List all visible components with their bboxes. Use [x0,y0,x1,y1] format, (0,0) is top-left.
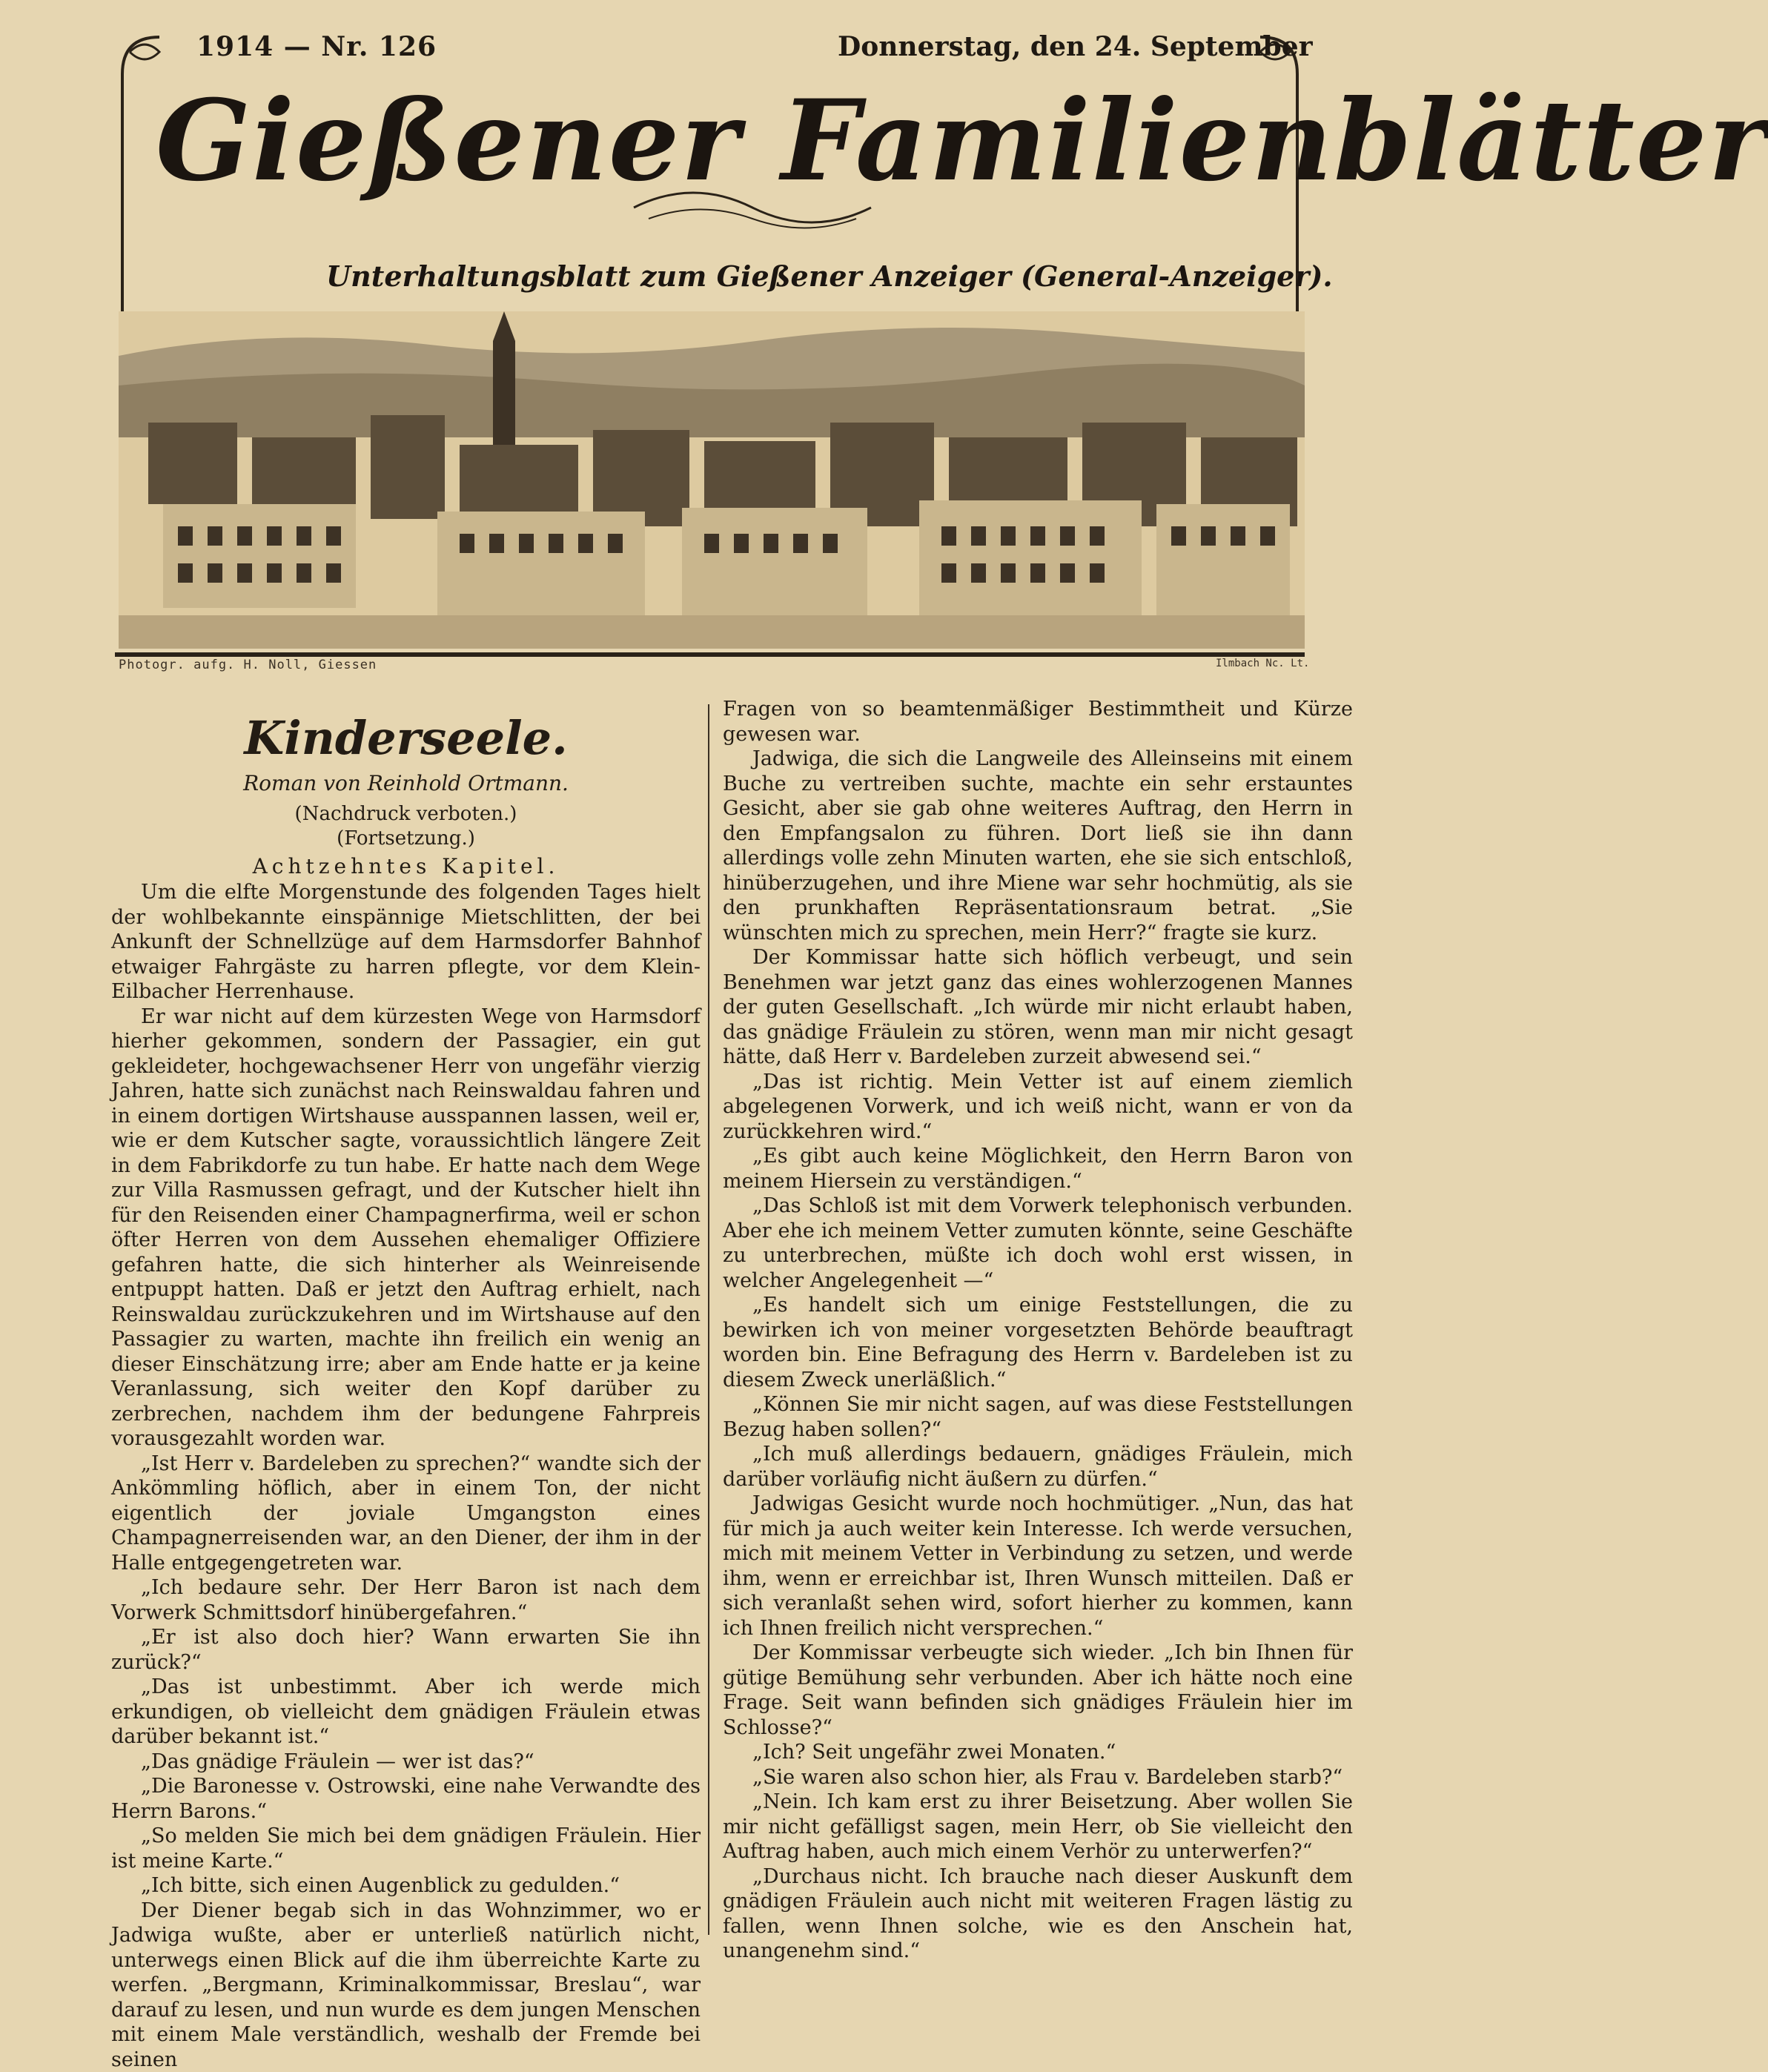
newspaper-subtitle: Unterhaltungsblatt zum Gießener Anzeiger (General-Anzeiger). [326,259,1333,293]
paragraph: „Ich muß allerdings bedauern, gnädiges Fräulein, mich darüber vorläufig nicht äußern zu dürfen.“ [723,1442,1353,1492]
paragraph: Um die elfte Morgenstunde des folgenden Tages hielt der wohlbekannte einspännige Mietschlitten, der bei Ankunft der Schnellzüge auf dem Harmsdorfer Bahnhof etwaiger Fahrgäste zu harren pflegte, vor dem Klein-Eilbacher Herrenhause. [111,880,701,1004]
paragraph: „Das ist unbestimmt. Aber ich werde mich erkundigen, ob vielleicht dem gnädigen Fräulein etwas darüber bekannt ist.“ [111,1675,701,1750]
story-title: Kinderseele. [111,710,701,767]
newspaper-title: Gießener Familienblätter [156,85,1312,196]
photo-credit: Photogr. aufg. H. Noll, Giessen [119,658,377,672]
paragraph: Der Diener begab sich in das Wohnzimmer, wo er Jadwiga wußte, aber er unterließ natürlich nicht, unterwegs einen Blick auf die ihm überreichte Karte zu werfen. „Bergmann, Kriminalkommissar, Breslau“, war darauf zu lesen, und nun wurde es dem jungen Menschen mit einem Male verständlich, weshalb der Fremde bei seinen [111,1899,701,2072]
issue-number: 1914 — Nr. 126 [196,31,437,62]
reprint-note: (Nachdruck verboten.) [111,802,701,827]
issue-date: Donnerstag, den 24. September [838,31,1313,62]
paragraph: „Sie waren also schon hier, als Frau v. Bardeleben starb?“ [723,1765,1353,1790]
paragraph: „Können Sie mir nicht sagen, auf was diese Feststellungen Bezug haben sollen?“ [723,1392,1353,1442]
continuation-note: (Fortsetzung.) [111,827,701,851]
paragraph: Jadwigas Gesicht wurde noch hochmütiger. „Nun, das hat für mich ja auch weiter kein Interesse. Ich werde versuchen, mich mit meinem Vetter in Verbindung zu setzen, und werde ihm, wenn er erreichbar ist, Ihren Wunsch mitteilen. Daß er sich veranlaßt sehen wird, sofort hierher zu kommen, kann ich Ihnen freilich nicht versprechen.“ [723,1492,1353,1641]
paragraph: „Ich? Seit ungefähr zwei Monaten.“ [723,1740,1353,1765]
paragraph: „Das ist richtig. Mein Vetter ist auf einem ziemlich abgelegenen Vorwerk, und ich weiß nicht, wann er von da zurückkehren wird.“ [723,1070,1353,1145]
paragraph: „So melden Sie mich bei dem gnädigen Fräulein. Hier ist meine Karte.“ [111,1824,701,1873]
paragraph: „Es handelt sich um einige Feststellungen, die zu bewirken ich von meiner vorgesetzten Behörde beauftragt worden bin. Eine Befragung des Herrn v. Bardeleben ist zu diesem Zweck unerläßlich.“ [723,1293,1353,1392]
column-left [111,704,701,2072]
paragraph: „Ich bitte, sich einen Augenblick zu gedulden.“ [111,1873,701,1899]
town-illustration [119,311,1305,649]
column-rule [708,704,709,1935]
paragraph: „Das Schloß ist mit dem Vorwerk telephonisch verbunden. Aber ehe ich meinem Vetter zumuten könnte, seine Geschäfte zu unterbrechen, müßte ich doch wohl erst wissen, in welcher Angelegenheit —“ [723,1194,1353,1293]
paragraph: Fragen von so beamtenmäßiger Bestimmtheit und Kürze gewesen war. [723,697,1353,747]
chapter-heading: Achtzehntes Kapitel. [111,854,701,879]
story-author: Roman von Reinhold Ortmann. [111,771,701,796]
paragraph: Jadwiga, die sich die Langweile des Alleinseins mit einem Buche zu vertreiben suchte, machte ein sehr erstauntes Gesicht, aber sie gab ohne weiteres Auftrag, den Herrn in den Empfangsalon zu führen. Dort ließ sie ihn dann allerdings volle zehn Minuten warten, ehe sie sich entschloß, hinüberzugehen, und ihre Miene war sehr hochmütig, als sie den prunkhaften Repräsentationsraum betrat. „Sie wünschten mich zu sprechen, mein Herr?“ fragte sie kurz. [723,747,1353,945]
paragraph: Der Kommissar verbeugte sich wieder. „Ich bin Ihnen für gütige Bemühung sehr verbunden. Aber ich hätte noch eine Frage. Seit wann befinden sich gnädiges Fräulein hier im Schlosse?“ [723,1641,1353,1740]
paragraph: „Die Baronesse v. Ostrowski, eine nahe Verwandte des Herrn Barons.“ [111,1774,701,1824]
paragraph: „Er ist also doch hier? Wann erwarten Sie ihn zurück?“ [111,1625,701,1675]
paragraph: „Ich bedaure sehr. Der Herr Baron ist nach dem Vorwerk Schmittsdorf hinübergefahren.“ [111,1575,701,1625]
paragraph: Der Kommissar hatte sich höflich verbeugt, und sein Benehmen war jetzt ganz das eines wohlerzogenen Mannes der guten Gesellschaft. „Ich würde mir nicht erlaubt haben, das gnädige Fräulein zu stören, wenn man mir nicht gesagt hätte, daß Herr v. Bardeleben zurzeit abwesend sei.“ [723,945,1353,1070]
engraver-credit: Ilmbach Nc. Lt. [1216,658,1309,669]
paragraph: „Es gibt auch keine Möglichkeit, den Herrn Baron von meinem Hiersein zu verständigen.“ [723,1144,1353,1194]
column-right [723,697,1353,1964]
paragraph: „Nein. Ich kam erst zu ihrer Beisetzung. Aber wollen Sie mir nicht gefälligst sagen, mein Herr, ob Sie vielleicht den Auftrag haben, auch mich einem Verhör zu unterwerfen?“ [723,1790,1353,1864]
paragraph: „Das gnädige Fräulein — wer ist das?“ [111,1750,701,1775]
paragraph: „Ist Herr v. Bardeleben zu sprechen?“ wandte sich der Ankömmling höflich, aber in einem Ton, der nicht eigentlich der joviale Umgangston eines Champagnerreisenden war, an den Diener, der ihm in der Halle entgegengetreten war. [111,1452,701,1576]
paragraph: „Durchaus nicht. Ich brauche nach dieser Auskunft dem gnädigen Fräulein auch nicht mit weiteren Fragen lästig zu fallen, wenn Ihnen solche, wie es den Anschein hat, unangenehm sind.“ [723,1864,1353,1964]
paragraph: Er war nicht auf dem kürzesten Wege von Harmsdorf hierher gekommen, sondern der Passagier, ein gut gekleideter, hochgewachsener Herr von ungefähr vierzig Jahren, hatte sich zunächst nach Reinswaldau fahren und in einem dortigen Wirtshause ausspannen lassen, weil er, wie er dem Kutscher sagte, voraussichtlich längere Zeit in dem Fabrikdorfe zu tun habe. Er hatte nach dem Wege zur Villa Rasmussen gefragt, und der Kutscher hielt ihn für den Reisenden einer Champagnerfirma, weil er schon öfter Herren von dem Aussehen ehemaliger Offiziere gefahren hatte, die sich hinterher als Weinreisende entpuppt hatten. Daß er jetzt den Auftrag erhielt, nach Reinswaldau zurückzukehren und im Wirtshause auf den Passagier zu warten, machte ihn freilich ein wenig an dieser Einschätzung irre; aber am Ende hatte er ja keine Veranlassung, sich weiter den Kopf darüber zu zerbrechen, nachdem ihm der bedungene Fahrpreis vorausgezahlt worden war. [111,1004,701,1452]
